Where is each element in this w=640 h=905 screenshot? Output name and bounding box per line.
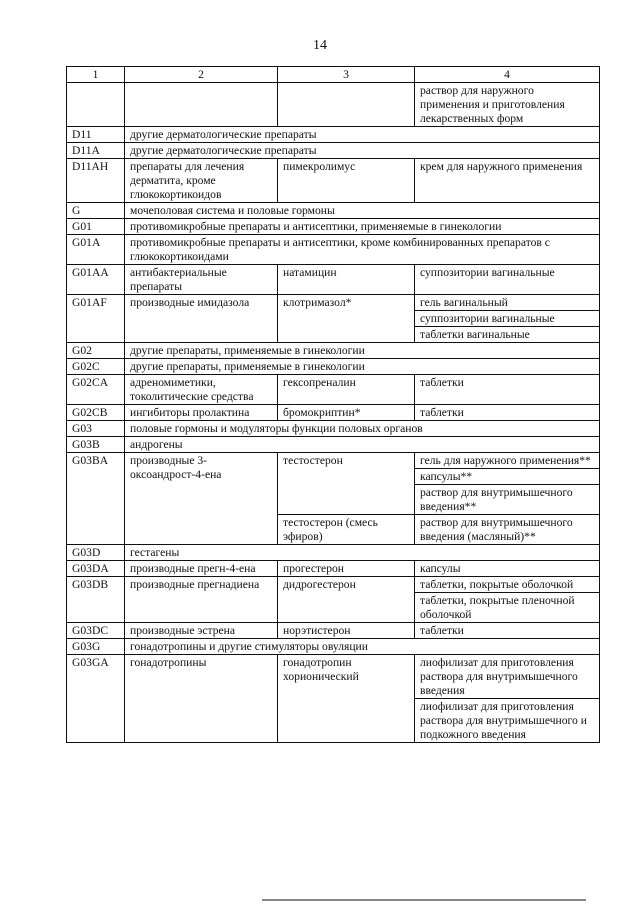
dosage-form-cell: раствор для наружного применения и приготовления лекарственных форм [415,83,600,127]
group-cell: гестагены [125,545,600,561]
dosage-form-cell: суппозитории вагинальные [415,265,600,295]
atc-code-cell: G03BA [67,453,125,545]
atc-code-cell: G03DC [67,623,125,639]
dosage-form-cell: таблетки [415,375,600,405]
atc-code-cell: G03G [67,639,125,655]
drug-name-cell: норэтистерон [278,623,415,639]
atc-code-cell: G03DA [67,561,125,577]
table-header-row [67,67,600,83]
table-row [67,545,600,561]
group-cell: другие дерматологические препараты [125,143,600,159]
column-header: 3 [278,67,415,83]
table-row [67,405,600,421]
column-header: 4 [415,67,600,83]
atc-code-cell [67,83,125,127]
dosage-form-cell: лиофилизат для приготовления раствора для внутримышечного и подкожного введения [415,699,600,743]
atc-code-cell: G02CB [67,405,125,421]
atc-code-cell: D11A [67,143,125,159]
table-row [67,639,600,655]
group-cell [125,83,278,127]
atc-code-cell: G03 [67,421,125,437]
group-cell: противомикробные препараты и антисептики, кроме комбинированных препаратов с глюкокортикоидами [125,235,600,265]
page-number: 14 [313,38,327,53]
group-cell: гонадотропины [125,655,278,743]
group-cell: препараты для лечения дерматита, кроме глюкокортикоидов [125,159,278,203]
scan-bottom-rule [262,899,586,901]
dosage-form-cell: таблетки [415,405,600,421]
table-row [67,359,600,375]
atc-code-cell: G03GA [67,655,125,743]
group-cell: другие препараты, применяемые в гинекологии [125,343,600,359]
group-cell: производные прегнадиена [125,577,278,623]
atc-code-cell: D11AH [67,159,125,203]
atc-code-cell: G [67,203,125,219]
atc-code-cell: G03DB [67,577,125,623]
dosage-form-cell: таблетки, покрытые пленочной оболочкой [415,593,600,623]
group-cell: производные имидазола [125,295,278,343]
table-row [67,235,600,265]
drug-name-cell: натамицин [278,265,415,295]
drug-name-cell: тестостерон (смесь эфиров) [278,515,415,545]
dosage-form-cell: таблетки вагинальные [415,327,600,343]
table-row [67,577,600,593]
dosage-form-cell: капсулы [415,561,600,577]
dosage-form-cell: лиофилизат для приготовления раствора для внутримышечного введения [415,655,600,699]
group-cell: производные прегн-4-ена [125,561,278,577]
dosage-form-cell: таблетки [415,623,600,639]
group-cell: антибактериальные препараты [125,265,278,295]
drug-name-cell [278,83,415,127]
drug-name-cell: бромокриптин* [278,405,415,421]
drug-name-cell: клотримазол* [278,295,415,343]
dosage-form-cell: раствор для внутримышечного введения (масляный)** [415,515,600,545]
atc-code-cell: G03D [67,545,125,561]
table-row [67,561,600,577]
dosage-form-cell: раствор для внутримышечного введения** [415,485,600,515]
group-cell: ингибиторы пролактина [125,405,278,421]
table-row [67,437,600,453]
dosage-form-cell: таблетки, покрытые оболочкой [415,577,600,593]
group-cell: мочеполовая система и половые гормоны [125,203,600,219]
dosage-form-cell: крем для наружного применения [415,159,600,203]
drug-name-cell: пимекролимус [278,159,415,203]
group-cell: андрогены [125,437,600,453]
drug-name-cell: гонадотропин хорионический [278,655,415,743]
drug-name-cell: тестостерон [278,453,415,515]
table-row [67,421,600,437]
drug-name-cell: дидрогестерон [278,577,415,623]
column-header: 1 [67,67,125,83]
table-row [67,343,600,359]
atc-code-cell: G02CA [67,375,125,405]
table-row [67,143,600,159]
dosage-form-cell: капсулы** [415,469,600,485]
drug-name-cell: прогестерон [278,561,415,577]
table-row [67,159,600,203]
table-row [67,219,600,235]
dosage-form-cell: гель вагинальный [415,295,600,311]
atc-code-cell: G01A [67,235,125,265]
drug-classification-table [66,66,600,743]
table-row [67,83,600,127]
group-cell: адреномиметики, токолитические средства [125,375,278,405]
column-header: 2 [125,67,278,83]
atc-code-cell: G01 [67,219,125,235]
group-cell: гонадотропины и другие стимуляторы овуляции [125,639,600,655]
atc-code-cell: G02C [67,359,125,375]
group-cell: другие дерматологические препараты [125,127,600,143]
table-row [67,127,600,143]
atc-code-cell: G01AF [67,295,125,343]
table-row [67,375,600,405]
group-cell: производные эстрена [125,623,278,639]
drug-name-cell: гексопреналин [278,375,415,405]
atc-code-cell: G03B [67,437,125,453]
table-row [67,623,600,639]
table-row [67,265,600,295]
group-cell: половые гормоны и модуляторы функции половых органов [125,421,600,437]
atc-code-cell: D11 [67,127,125,143]
atc-code-cell: G01AA [67,265,125,295]
group-cell: производные 3-оксоандрост-4-ена [125,453,278,545]
table-row [67,203,600,219]
dosage-form-cell: гель для наружного применения** [415,453,600,469]
table-row [67,655,600,699]
dosage-form-cell: суппозитории вагинальные [415,311,600,327]
group-cell: противомикробные препараты и антисептики, применяемые в гинекологии [125,219,600,235]
table-row [67,453,600,469]
group-cell: другие препараты, применяемые в гинекологии [125,359,600,375]
table-row [67,295,600,311]
atc-code-cell: G02 [67,343,125,359]
